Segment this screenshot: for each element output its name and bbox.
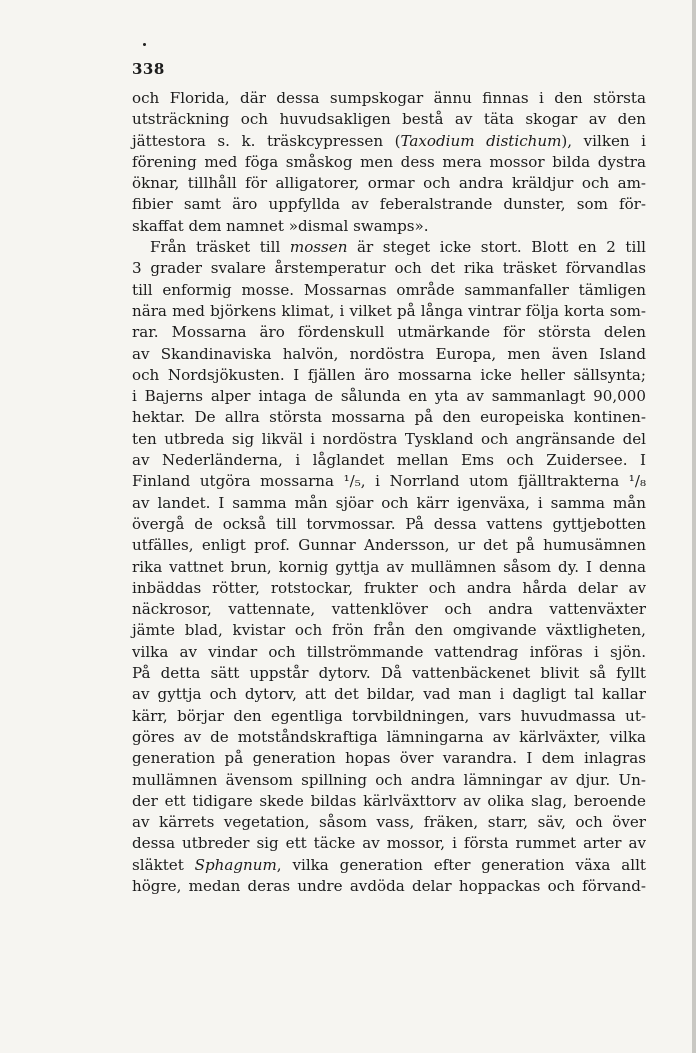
- text-line: 3 grader svalare årstemperatur och det rika träsket förvandlas: [132, 259, 646, 278]
- ink-dot: [143, 43, 146, 46]
- text-line: fibier samt äro uppfyllda av feberalstrande dunster, som för-: [132, 195, 646, 214]
- text-line: utfälles, enligt prof. Gunnar Andersson, ur det på humusämnen: [132, 536, 646, 555]
- text-line: nära med björkens klimat, i vilket på långa vintrar följa korta som-: [132, 301, 646, 320]
- text-line: förening med föga småskog men dess mera mossor bilda dystra: [132, 152, 646, 171]
- text-line: skaffat dem namnet »dismal swamps».: [132, 216, 429, 235]
- text-line: släktet Sphagnum, vilka generation efter generation växa allt: [132, 855, 646, 874]
- text-line: av gyttja och dytorv, att det bildar, vad man i dagligt tal kallar: [132, 685, 646, 704]
- text-line: av Nederländerna, i låglandet mellan Ems och Zuidersee. I: [132, 451, 646, 470]
- text-line: i Bajerns alper intaga de sålunda en yta av sammanlagt 90,000: [132, 387, 646, 406]
- text-line: högre, medan deras undre avdöda delar hoppackas och förvand-: [132, 876, 646, 895]
- text-line: der ett tidigare skede bildas kärlväxttorv av olika slag, beroende: [132, 791, 646, 810]
- text-line: öknar, tillhåll för alligatorer, ormar och andra kräldjur och am-: [132, 174, 646, 193]
- text-line: till enformig mosse. Mossarnas område sammanfaller tämligen: [132, 280, 646, 299]
- text-line: rika vattnet brun, kornig gyttja av mullämnen såsom dy. I denna: [132, 557, 646, 576]
- text-line: göres av de motståndskraftiga lämningarna av kärlväxter, vilka: [132, 727, 646, 746]
- text-line: näckrosor, vattennate, vattenklöver och andra vattenväxter: [132, 600, 646, 619]
- text-line: vilka av vindar och tillströmmande vattendrag införas i sjön.: [132, 642, 646, 661]
- text-line: av Skandinaviska halvön, nordöstra Europa, men även Island: [132, 344, 646, 363]
- text-line: På detta sätt uppstår dytorv. Då vattenbäckenet blivit så fyllt: [132, 664, 646, 683]
- text-line: inbäddas rötter, rotstockar, frukter och andra hårda delar av: [132, 578, 646, 597]
- text-line: jämte blad, kvistar och frön från den omgivande växtligheten,: [132, 621, 646, 640]
- body-text: [132, 88, 646, 897]
- text-line: och Nordsjökusten. I fjällen äro mossarna icke heller sällsynta;: [132, 365, 646, 384]
- text-line: av landet. I samma mån sjöar och kärr igenväxa, i samma mån: [132, 493, 646, 512]
- text-line: Finland utgöra mossarna ¹/₅, i Norrland utom fjälltrakterna ¹/₈: [132, 472, 646, 491]
- page-number: 338: [132, 60, 165, 78]
- text-line: av kärrets vegetation, såsom vass, fräken, starr, säv, och över: [132, 813, 646, 832]
- text-line: dessa utbreder sig ett täcke av mossor, i första rummet arter av: [132, 834, 646, 853]
- text-line: ten utbreda sig likväl i nordöstra Tyskland och angränsande del: [132, 429, 646, 448]
- text-line: kärr, börjar den egentliga torvbildningen, vars huvudmassa ut-: [132, 706, 646, 725]
- text-line: jättestora s. k. träskcypressen (Taxodium distichum), vilken i: [132, 131, 647, 150]
- text-line: hektar. De allra största mossarna på den europeiska kontinen-: [132, 408, 646, 427]
- text-line: övergå de också till torvmossar. På dessa vattens gyttjebotten: [132, 514, 646, 533]
- text-line: utsträckning och huvudsakligen bestå av täta skogar av den: [132, 110, 646, 129]
- text-line: Från träsket till mossen är steget icke stort. Blott en 2 till: [150, 238, 646, 257]
- text-line: och Florida, där dessa sumpskogar ännu finnas i den största: [132, 89, 646, 107]
- text-line: mullämnen ävensom spillning och andra lämningar av djur. Un-: [132, 770, 646, 789]
- text-line: generation på generation hopas över varandra. I dem inlagras: [132, 749, 646, 768]
- page-edge: [692, 0, 696, 1053]
- text-line: rar. Mossarna äro fördenskull utmärkande för största delen: [132, 323, 646, 342]
